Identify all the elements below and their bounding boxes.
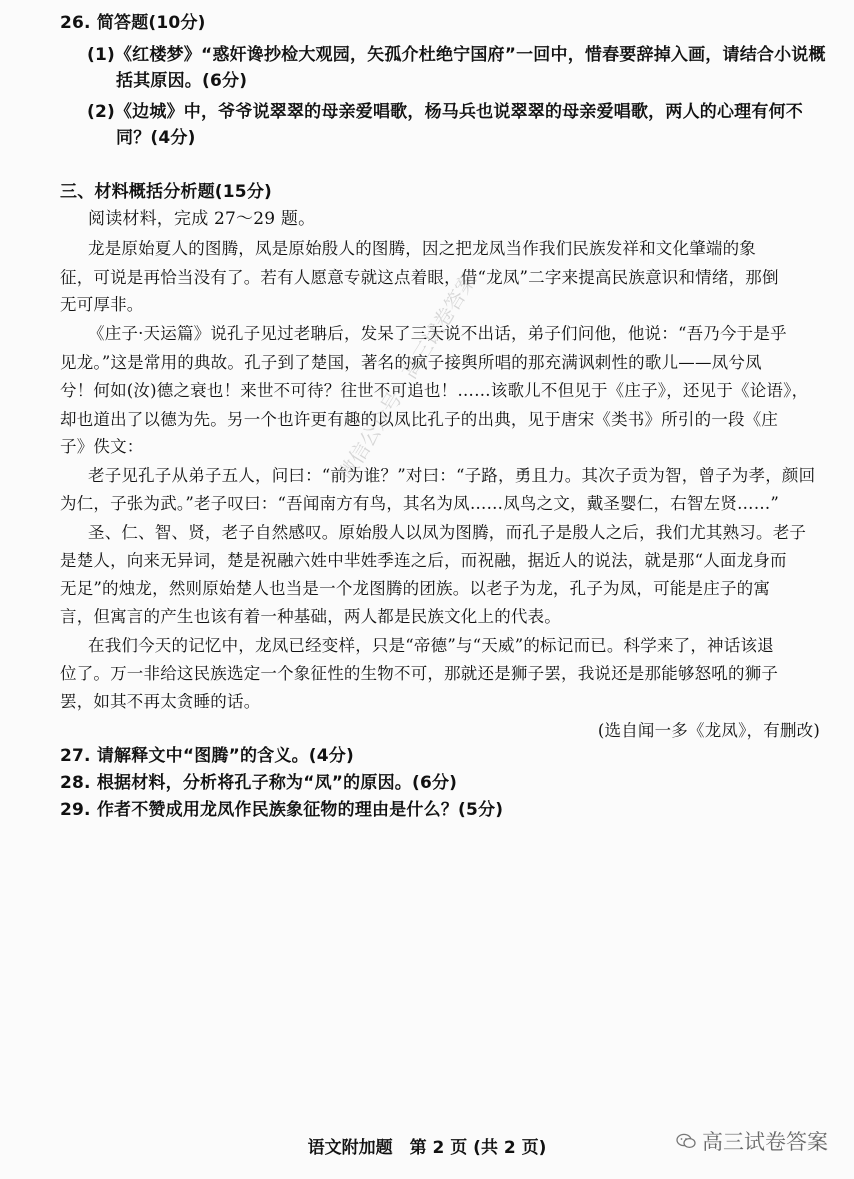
page-footer: 语文附加题 第 2 页 (共 2 页) [307,1138,547,1158]
question-27: 27. 请解释文中“图腾”的含义。(4分) [60,746,354,766]
passage-p2-l1: 《庄子·天运篇》说孔子见过老聃后，发呆了三天说不出话，弟子们问他，他说：“吾乃今于是乎 [88,324,787,343]
passage-p2-l3: 兮！何如(汝)德之衰也！来世不可待？往世不可追也！……该歌儿不但见于《庄子》，还见于《论语》， [60,381,809,400]
q26-2-line2: 同？(4分) [116,128,196,148]
section3-intro: 阅读材料，完成 27～29 题。 [88,209,316,229]
passage-p1-l1: 龙是原始夏人的图腾，凤是原始殷人的图腾，因之把龙凤当作我们民族发祥和文化肇端的象 [88,239,756,258]
passage-p2-l4: 却也道出了以德为先。另一个也许更有趣的以凤比孔子的出典，见于唐宋《类书》所引的一段《庄 [60,410,779,429]
brand-badge [676,1126,828,1156]
q26-2-line1: (2)《边城》中，爷爷说翠翠的母亲爱唱歌，杨马兵也说翠翠的母亲爱唱歌，两人的心理有何不 [87,102,803,122]
q26-heading: 26. 简答题(10分) [60,13,206,33]
question-29: 29. 作者不赞成用龙凤作民族象征物的理由是什么？(5分) [60,800,504,820]
passage-p5-l2: 位了。万一非给这民族选定一个象征性的生物不可，那就还是狮子罢，我说还是那能够怒吼的狮子 [60,664,779,683]
passage-p4-l3: 无足”的烛龙，然则原始楚人也当是一个龙图腾的团族。以老子为龙，孔子为凤，可能是庄子的寓 [60,579,771,598]
watermark: 微信公众号：高三试卷答案 [333,268,481,485]
passage-p5-l3: 罢，如其不再太贪睡的话。 [60,692,261,711]
q26-1-line1: (1)《红楼梦》“惑奸谗抄检大观园，矢孤介杜绝宁国府”一回中，惜春要辞掉入画，请结合小说概 [87,45,826,65]
wechat-icon [676,1133,696,1149]
passage-p5-l1: 在我们今天的记忆中，龙凤已经变样，只是“帝德”与“天威”的标记而已。科学来了，神话该退 [88,636,774,655]
question-28: 28. 根据材料，分析将孔子称为“凤”的原因。(6分) [60,773,458,793]
brand-name: 高三试卷答案 [702,1130,828,1154]
passage-p1-l2: 征，可说是再恰当没有了。若有人愿意专就这点着眼，借“龙凤”二字来提高民族意识和情绪，那倒 [60,268,779,287]
passage-p4-l2: 是楚人，向来无异词，楚是祝融六姓中芈姓季连之后，而祝融，据近人的说法，就是那“人面龙身而 [60,551,787,570]
passage-p3-l1: 老子见孔子从弟子五人，问曰：“前为谁？”对曰：“子路，勇且力。其次子贡为智，曾子为孝，颜回 [88,466,816,485]
q26-1-line2: 括其原因。(6分) [116,71,248,91]
passage-p2-l2: 见龙。”这是常用的典故。孔子到了楚国，著名的疯子接舆所唱的那充满讽刺性的歌儿——凤兮凤 [60,353,762,372]
passage-p2-l5: 子》佚文： [60,437,144,456]
passage-source: (选自闻一多《龙凤》，有删改) [597,721,820,740]
passage-p1-l3: 无可厚非。 [60,295,144,314]
passage-p3-l2: 为仁，子张为武。”老子叹曰：“吾闻南方有鸟，其名为凤……凤鸟之文，戴圣婴仁，右智左贤……” [60,494,780,513]
passage-p4-l4: 言，但寓言的产生也该有着一种基础，两人都是民族文化上的代表。 [60,607,561,626]
passage-p4-l1: 圣、仁、智、贤，老子自然感叹。原始殷人以凤为图腾，而孔子是殷人之后，我们尤其熟习。老子 [88,523,807,542]
section3-heading: 三、材料概括分析题(15分) [60,182,272,202]
